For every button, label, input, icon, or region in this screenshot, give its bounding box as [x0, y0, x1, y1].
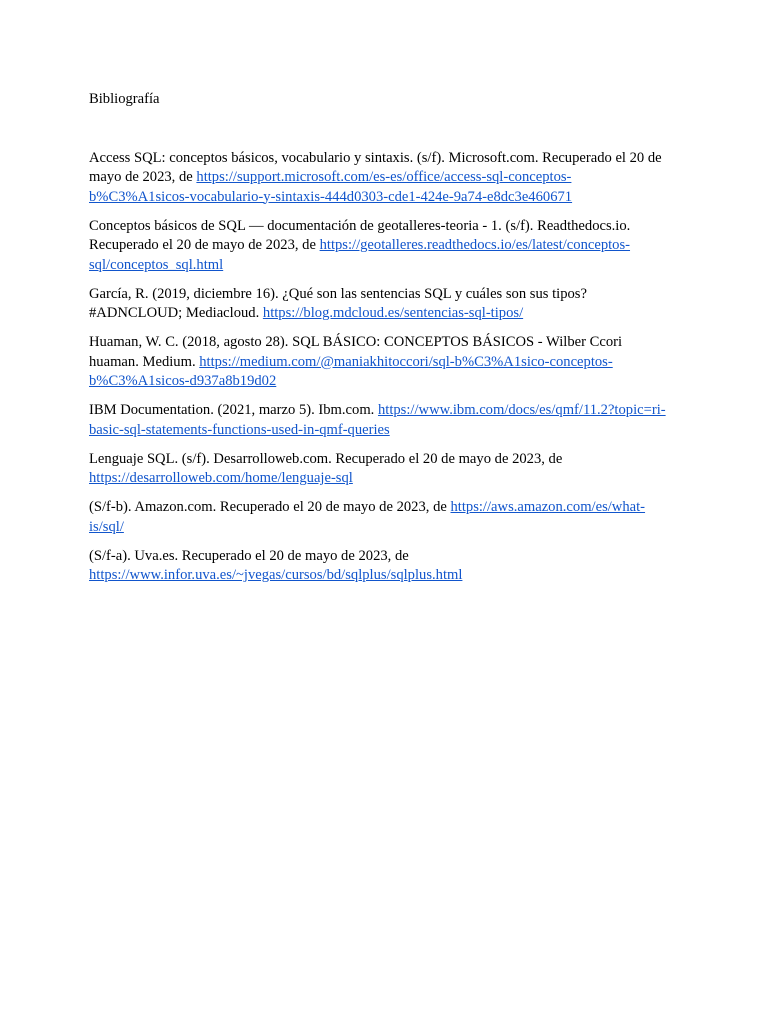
- entry-link[interactable]: https://aws.amazon.com/es/what-is/sql/: [89, 499, 646, 535]
- bibliography-entry: [89, 450, 669, 489]
- entry-link[interactable]: https://www.ibm.com/docs/es/qmf/11.2?topic=ri-basic-sql-statements-functions-used-in-qmf-queries: [89, 402, 666, 438]
- entry-text: Huaman, W. C. (2018, agosto 28). SQL BÁSICO: CONCEPTOS BÁSICOS - Wilber Ccori huaman. Medium.: [89, 334, 623, 370]
- entry-text: Access SQL: conceptos básicos, vocabulario y sintaxis. (s/f). Microsoft.com. Recuperado el 20 de mayo de 2023, de: [89, 149, 662, 185]
- entry-link[interactable]: https://blog.mdcloud.es/sentencias-sql-tipos/: [262, 305, 524, 321]
- entry-link[interactable]: https://www.infor.uva.es/~jvegas/cursos/bd/sqlplus/sqlplus.html: [89, 567, 463, 583]
- bibliography-heading: Bibliografía: [89, 91, 160, 107]
- entry-text: Conceptos básicos de SQL — documentación de geotalleres-teoria - 1. (s/f). Readthedocs.io. Recuperado el 20 de mayo de 2023, de: [89, 217, 631, 253]
- document-page: [89, 90, 669, 595]
- entry-link[interactable]: https://desarrolloweb.com/home/lenguaje-sql: [89, 470, 353, 486]
- bibliography-entry: [89, 149, 669, 208]
- entry-link[interactable]: https://support.microsoft.com/es-es/office/access-sql-conceptos-b%C3%A1sicos-vocabulario-y-sintaxis-444d0303-cde1-424e-9a74-e8dc3e460671: [89, 169, 573, 205]
- bibliography-entry: [89, 401, 669, 440]
- entry-text: (S/f-b). Amazon.com. Recuperado el 20 de mayo de 2023, de: [89, 499, 451, 515]
- entry-text: IBM Documentation. (2021, marzo 5). Ibm.com.: [89, 402, 378, 418]
- entry-text: (S/f-a). Uva.es. Recuperado el 20 de mayo de 2023, de: [89, 547, 409, 564]
- bibliography-entry: [89, 285, 669, 324]
- bibliography-entry: [89, 498, 669, 537]
- entry-text: Lenguaje SQL. (s/f). Desarrolloweb.com. Recuperado el 20 de mayo de 2023, de: [89, 450, 563, 467]
- bibliography-entry: [89, 547, 669, 586]
- bibliography-entry: [89, 217, 669, 276]
- entry-link[interactable]: https://medium.com/@maniakhitoccori/sql-b%C3%A1sico-conceptos-b%C3%A1sicos-d937a8b19d02: [89, 353, 613, 389]
- entry-text: García, R. (2019, diciembre 16). ¿Qué son las sentencias SQL y cuáles son sus tipos? #ADNCLOUD; Mediacloud.: [89, 285, 587, 321]
- entry-link[interactable]: https://geotalleres.readthedocs.io/es/latest/conceptos-sql/conceptos_sql.html: [89, 237, 631, 273]
- bibliography-entry: [89, 333, 669, 392]
